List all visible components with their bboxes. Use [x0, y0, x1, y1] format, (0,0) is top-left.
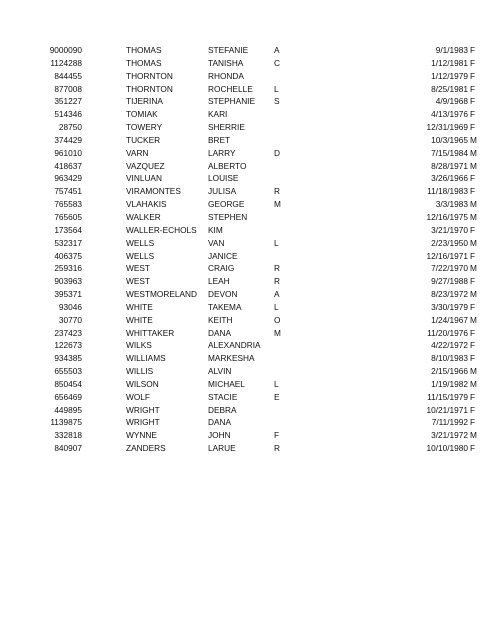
sex: F	[470, 96, 476, 107]
birth-date: 7/22/1970	[431, 263, 468, 274]
first-name: STEPHEN	[208, 211, 248, 222]
last-name: VIRAMONTES	[126, 186, 181, 197]
record-id: 903963	[54, 276, 82, 287]
record-id: 765605	[54, 211, 82, 222]
sex: M	[470, 199, 477, 210]
last-name: WESTMORELAND	[126, 289, 197, 300]
sex: F	[470, 57, 476, 68]
middle-initial: F	[274, 430, 280, 441]
record-id: 1124288	[50, 57, 82, 68]
first-name: STEFANIE	[208, 45, 249, 55]
last-name: WILSON	[126, 378, 159, 389]
first-name: STACIE	[208, 391, 238, 402]
middle-initial: R	[274, 443, 280, 454]
records-table	[0, 44, 494, 455]
sex: F	[470, 404, 476, 415]
last-name: WILLIS	[126, 366, 154, 377]
record-id: 173564	[54, 224, 82, 235]
sex: F	[470, 276, 476, 287]
record-id: 514346	[54, 109, 82, 120]
middle-initial: D	[274, 147, 280, 158]
record-id: 449895	[54, 404, 82, 415]
first-name: STEPHANIE	[208, 96, 256, 107]
birth-date: 9/27/1988	[431, 276, 468, 287]
record-id: 406375	[54, 250, 82, 261]
first-name: KIM	[208, 224, 223, 235]
record-id: 877008	[54, 83, 82, 94]
table-row	[0, 160, 494, 173]
middle-initial: O	[274, 314, 281, 325]
last-name: WALKER	[126, 211, 161, 222]
first-name: TAKEMA	[208, 301, 242, 312]
table-row	[0, 262, 494, 275]
birth-date: 1/12/1979	[431, 70, 468, 81]
birth-date: 2/15/1966	[431, 366, 468, 377]
last-name: WILLIAMS	[126, 353, 166, 364]
birth-date: 3/26/1966	[431, 173, 468, 184]
table-row	[0, 57, 494, 70]
table-row	[0, 185, 494, 198]
record-id: 332818	[54, 430, 82, 441]
table-row	[0, 237, 494, 250]
first-name: JANICE	[208, 250, 238, 261]
last-name: WRIGHT	[126, 417, 160, 428]
sex: M	[470, 134, 477, 145]
first-name: LEAH	[208, 276, 230, 287]
record-id: 259316	[54, 263, 82, 274]
record-id: 28750	[58, 122, 82, 133]
birth-date: 12/16/1971	[426, 250, 468, 261]
middle-initial: A	[274, 45, 280, 55]
birth-date: 10/3/1965	[431, 134, 468, 145]
last-name: WRIGHT	[126, 404, 160, 415]
birth-date: 3/30/1979	[431, 301, 468, 312]
table-row	[0, 95, 494, 108]
table-row	[0, 211, 494, 224]
table-row	[0, 416, 494, 429]
sex: F	[470, 340, 476, 351]
middle-initial: R	[274, 276, 280, 287]
birth-date: 11/15/1979	[427, 391, 468, 402]
birth-date: 8/28/1971	[431, 160, 468, 171]
record-id: 655503	[54, 366, 82, 377]
sex: M	[470, 378, 477, 389]
first-name: GEORGE	[208, 199, 245, 210]
record-id: 1139875	[50, 417, 82, 428]
last-name: ZANDERS	[126, 443, 166, 454]
birth-date: 11/18/1983	[427, 186, 468, 197]
middle-initial: S	[274, 96, 280, 107]
first-name: JULISA	[208, 186, 237, 197]
birth-date: 2/23/1950	[431, 237, 468, 248]
record-id: 9000090	[49, 45, 82, 55]
record-id: 351227	[54, 96, 82, 107]
record-id: 840907	[54, 443, 82, 454]
birth-date: 7/15/1984	[431, 147, 468, 158]
first-name: KARI	[208, 109, 228, 120]
sex: F	[470, 417, 476, 428]
birth-date: 3/3/1983	[435, 199, 468, 210]
record-id: 934385	[54, 353, 82, 364]
first-name: ALEXANDRIA	[208, 340, 261, 351]
record-id: 532317	[54, 237, 82, 248]
last-name: WHITTAKER	[126, 327, 175, 338]
birth-date: 12/16/1975	[426, 211, 468, 222]
table-row	[0, 224, 494, 237]
sex: F	[470, 391, 476, 402]
sex: M	[470, 263, 477, 274]
birth-date: 10/21/1971	[426, 404, 468, 415]
record-id: 961010	[54, 147, 82, 158]
birth-date: 1/12/1981	[431, 57, 468, 68]
table-row	[0, 198, 494, 211]
last-name: TOMIAK	[126, 109, 158, 120]
middle-initial: L	[274, 378, 279, 389]
sex: F	[470, 301, 476, 312]
table-row	[0, 429, 494, 442]
first-name: DEVON	[208, 289, 238, 300]
first-name: ALBERTO	[208, 160, 247, 171]
birth-date: 4/13/1976	[431, 109, 468, 120]
birth-date: 4/22/1972	[431, 340, 468, 351]
first-name: TANISHA	[208, 57, 244, 68]
record-id: 850454	[54, 378, 82, 389]
middle-initial: M	[274, 199, 281, 210]
first-name: LARUE	[208, 443, 236, 454]
first-name: SHERRIE	[208, 122, 245, 133]
table-row	[0, 250, 494, 263]
sex: M	[470, 237, 477, 248]
sex: M	[470, 160, 477, 171]
table-row	[0, 378, 494, 391]
last-name: VARN	[126, 147, 149, 158]
last-name: VAZQUEZ	[126, 160, 165, 171]
last-name: THOMAS	[126, 45, 162, 55]
last-name: THOMAS	[126, 57, 162, 68]
sex: F	[470, 353, 476, 364]
last-name: TIJERINA	[126, 96, 163, 107]
middle-initial: L	[274, 83, 279, 94]
sex: M	[470, 314, 477, 325]
last-name: VLAHAKIS	[126, 199, 167, 210]
middle-initial: R	[274, 186, 280, 197]
sex: F	[470, 70, 476, 81]
middle-initial: L	[274, 237, 279, 248]
last-name: WELLS	[126, 237, 155, 248]
first-name: ALVIN	[208, 366, 232, 377]
last-name: WHITE	[126, 301, 153, 312]
birth-date: 9/1/1983	[435, 45, 468, 55]
middle-initial: M	[274, 327, 281, 338]
birth-date: 8/23/1972	[431, 289, 468, 300]
first-name: MARKESHA	[208, 353, 255, 364]
first-name: BRET	[208, 134, 231, 145]
birth-date: 7/11/1992	[431, 417, 468, 428]
table-row	[0, 275, 494, 288]
table-row	[0, 314, 494, 327]
table-row	[0, 391, 494, 404]
last-name: WELLS	[126, 250, 155, 261]
last-name: WOLF	[126, 391, 150, 402]
sex: M	[470, 430, 477, 441]
sex: F	[470, 250, 476, 261]
birth-date: 4/9/1968	[435, 96, 468, 107]
birth-date: 11/20/1976	[427, 327, 468, 338]
middle-initial: C	[274, 57, 280, 68]
record-id: 963429	[54, 173, 82, 184]
last-name: TOWERY	[126, 122, 163, 133]
record-id: 418637	[54, 160, 82, 171]
first-name: CRAIG	[208, 263, 235, 274]
table-row	[0, 442, 494, 455]
sex: F	[470, 173, 476, 184]
birth-date: 12/31/1969	[426, 122, 468, 133]
table-row	[0, 365, 494, 378]
first-name: DANA	[208, 327, 232, 338]
sex: F	[470, 327, 476, 338]
first-name: DANA	[208, 417, 232, 428]
last-name: WEST	[126, 276, 150, 287]
record-id: 30770	[58, 314, 82, 325]
record-id: 844455	[54, 70, 82, 81]
last-name: VINLUAN	[126, 173, 162, 184]
sex: F	[470, 122, 476, 133]
last-name: WEST	[126, 263, 150, 274]
table-row	[0, 121, 494, 134]
first-name: LOUISE	[208, 173, 239, 184]
table-row	[0, 339, 494, 352]
birth-date: 8/25/1981	[431, 83, 468, 94]
first-name: MICHAEL	[208, 378, 245, 389]
table-row	[0, 404, 494, 417]
sex: F	[470, 83, 476, 94]
record-id: 656469	[54, 391, 82, 402]
table-row	[0, 288, 494, 301]
table-row	[0, 70, 494, 83]
first-name: DEBRA	[208, 404, 237, 415]
first-name: VAN	[208, 237, 225, 248]
sex: F	[470, 186, 476, 197]
table-row	[0, 172, 494, 185]
sex: M	[470, 289, 477, 300]
table-row	[0, 83, 494, 96]
table-row	[0, 44, 494, 57]
middle-initial: A	[274, 289, 280, 300]
middle-initial: E	[274, 391, 280, 402]
birth-date: 8/10/1983	[431, 353, 468, 364]
first-name: RHONDA	[208, 70, 244, 81]
first-name: LARRY	[208, 147, 236, 158]
birth-date: 3/21/1970	[431, 224, 468, 235]
birth-date: 3/21/1972	[431, 430, 468, 441]
record-id: 374429	[54, 134, 82, 145]
last-name: WILKS	[126, 340, 152, 351]
table-row	[0, 327, 494, 340]
first-name: JOHN	[208, 430, 231, 441]
last-name: WALLER-ECHOLS	[126, 224, 197, 235]
last-name: THORNTON	[126, 83, 173, 94]
sex: M	[470, 366, 477, 377]
last-name: THORNTON	[126, 70, 173, 81]
table-row	[0, 108, 494, 121]
sex: M	[470, 147, 477, 158]
sex: F	[470, 224, 476, 235]
record-id: 395371	[54, 289, 82, 300]
record-id: 122673	[54, 340, 82, 351]
record-id: 93046	[58, 301, 82, 312]
record-id: 765583	[54, 199, 82, 210]
sex: F	[470, 443, 476, 454]
first-name: ROCHELLE	[208, 83, 253, 94]
middle-initial: L	[274, 301, 279, 312]
table-row	[0, 147, 494, 160]
table-row	[0, 352, 494, 365]
last-name: WYNNE	[126, 430, 157, 441]
middle-initial: R	[274, 263, 280, 274]
birth-date: 1/19/1982	[431, 378, 468, 389]
last-name: WHITE	[126, 314, 153, 325]
birth-date: 10/10/1980	[426, 443, 468, 454]
sex: M	[470, 211, 477, 222]
sex: F	[470, 45, 476, 55]
record-id: 757451	[54, 186, 82, 197]
sex: F	[470, 109, 476, 120]
last-name: TUCKER	[126, 134, 161, 145]
birth-date: 1/24/1967	[431, 314, 468, 325]
table-body	[0, 44, 494, 455]
record-id: 237423	[54, 327, 82, 338]
table-row	[0, 301, 494, 314]
first-name: KEITH	[208, 314, 233, 325]
table-row	[0, 134, 494, 147]
